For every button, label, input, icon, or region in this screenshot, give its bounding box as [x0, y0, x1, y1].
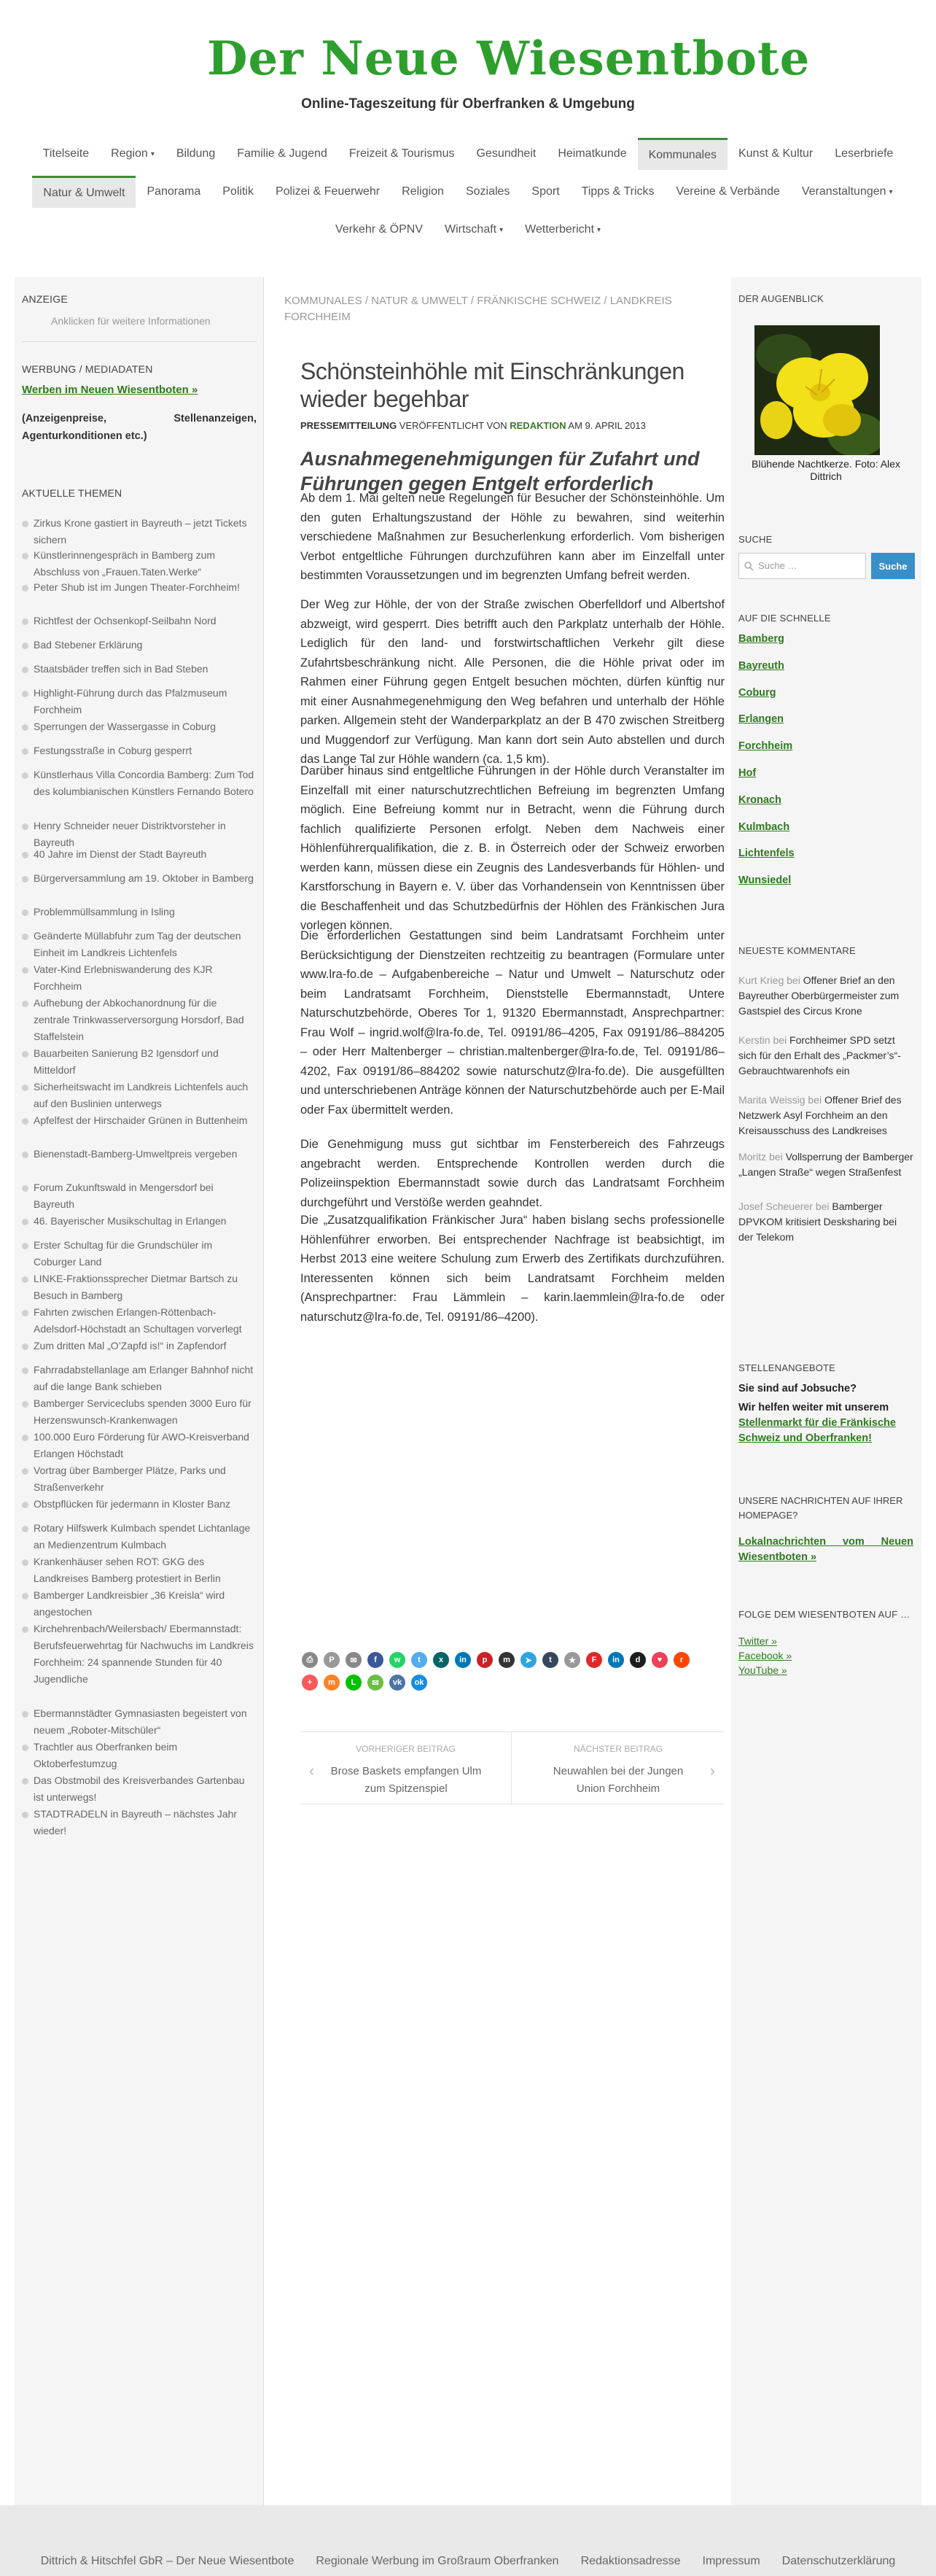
topic-link[interactable]: Obstpflücken für jedermann in Kloster Banz [22, 1496, 255, 1513]
byline-text: VERÖFFENTLICHT VON [397, 420, 510, 431]
topic-link[interactable]: Geänderte Müllabfuhr zum Tag der deutschen Einheit im Landkreis Lichtenfels [22, 928, 255, 961]
topic-link[interactable]: Apfelfest der Hirschaider Grünen in Buttenheim [22, 1112, 255, 1129]
chevron-down-icon: ▾ [597, 225, 601, 234]
article-paragraph: Darüber hinaus sind entgeltliche Führungen in der Höhle durch Veranstalter im Einzelfall mit einer naturschutzrechtlichen Befreiung im begrenzten Umfang möglich. Eine Befreiung kommt nur in Betracht, wenn die Führung durch fachlich qualifizierte Personen erfolgt. Neben dem Nachweis einer Höhlenführerqualifikation, die z. B. in Österreich oder der Schweiz erworben werden kann, müssen diese ein Zeugnis des Landesverbands für Höhlen- und Karstforschung in Bayern e. V. über das Vorhandensein von Kenntnissen über die Beschaffenheit und das Schutzbedürfnis der Höhlen des Fränkischen Jura vorlegen können. [300, 764, 725, 932]
topic-link[interactable]: Staatsbäder treffen sich in Bad Steben [22, 661, 255, 678]
topic-link[interactable]: Festungsstraße in Coburg gesperrt [22, 742, 255, 759]
topic-link[interactable]: Bad Stebener Erklärung [22, 637, 255, 653]
comments-title: NEUESTE KOMMENTARE [738, 945, 856, 956]
nav-item-soziales[interactable] [455, 176, 520, 208]
nav-item-label: Natur & Umwelt [43, 186, 125, 199]
comment-post-link[interactable]: Vollsperrung der Bamberger „Langen Straße“ wegen Straßenfest [738, 1151, 913, 1178]
article-paragraph: Die Genehmigung muss gut sichtbar im Fensterbereich des Fahrzeugs angebracht werden. Entsprechende Kontrollen werden durch die Polizeiinspektion Ebermannstadt sowie durch das Landratsamt Forchheim durchgeführt und Verstöße werden geahndet. [300, 1138, 725, 1209]
region-link-lichtenfels[interactable]: Lichtenfels [738, 847, 795, 860]
nav-item-label: Region [111, 147, 148, 160]
topic-link[interactable]: Fahrten zwischen Erlangen-Röttenbach-Adelsdorf-Höchstadt an Schultagen vorverlegt [22, 1304, 255, 1338]
comment-author[interactable]: Kurt Krieg [738, 974, 784, 986]
article-title: Schönsteinhöhle mit Einschränkungen wieder begehbar [300, 358, 685, 412]
line-icon[interactable]: L [346, 1675, 362, 1691]
nav-item-bildung[interactable] [165, 138, 226, 170]
nav-item-leserbriefe[interactable] [824, 138, 904, 170]
mix-icon[interactable]: m [324, 1675, 340, 1691]
augenblick-title: DER AUGENBLICK [738, 293, 824, 304]
nav-item-region[interactable] [100, 138, 165, 170]
topic-link[interactable]: Forum Zukunftswald in Mengersdorf bei Bayreuth [22, 1179, 255, 1213]
photo-caption: Blühende Nachtkerze. Foto: Alex Dittrich [752, 458, 900, 482]
vk-icon[interactable]: vk [389, 1675, 405, 1691]
follow-link-twitter[interactable]: Twitter » [738, 1635, 777, 1647]
topic-link[interactable]: LINKE-Fraktionssprecher Dietmar Bartsch zu Besuch in Bamberg [22, 1270, 255, 1304]
whatsapp-icon[interactable]: w [389, 1652, 405, 1668]
nav-item-label: Familie & Jugend [237, 147, 327, 160]
jobs-title: STELLENANGEBOTE [738, 1362, 836, 1373]
add-icon[interactable]: + [302, 1675, 318, 1691]
article-paragraph: Der Weg zur Höhle, der von der Straße zwischen Oberfelldorf und Albertshof abzweigt, wird gesperrt. Dies betrifft auch den Parkplatz unterhalb der Höhle. Lediglich für den land- und forstwirtschaftlichen Verkehr gilt diese Zufahrtsbeschränkung nicht. Alle Personen, die die Höhle privat oder im Rahmen einer Führung gegen Entgelt besuchen möchten, dürfen künftig nur mit einer Ausnahmegenehmigung den Weg befahren und unterhalb der Höhle parken. Allgemein steht der Wanderparkplatz an der B 470 zwischen Streitberg und Muggendorf zur Verfügung. Man kann dort sein Auto abstellen und durch das Lange Tal zur Höhle wandern (ca. 1,5 km). [300, 598, 725, 766]
print-icon[interactable]: ⎙ [302, 1652, 318, 1668]
nav-item-verkehr-öpnv[interactable] [324, 214, 434, 246]
previous-post-title: Brose Baskets empfangen Ulm zum Spitzenspiel [330, 1765, 482, 1795]
search-button[interactable]: Suche [871, 553, 915, 579]
footer-nav [0, 2555, 936, 2568]
right-sidebar [731, 277, 921, 2505]
next-post-title: Neuwahlen bei der Jungen Union Forchheim [553, 1765, 684, 1795]
topic-link[interactable]: Erster Schultag für die Grundschüler im Coburger Land [22, 1237, 255, 1270]
topic-link[interactable]: Sperrungen der Wassergasse in Coburg [22, 718, 255, 735]
pinterest-icon[interactable]: p [477, 1652, 493, 1668]
nav-item-gesundheit[interactable] [465, 138, 547, 170]
comment-post-link[interactable]: Forchheimer SPD setzt sich für den Erhalt des „Packmer’s“-Gebrauchtwarenhofs ein [738, 1034, 901, 1076]
byline-author[interactable]: REDAKTION [510, 420, 566, 431]
nav-item-panorama[interactable] [136, 176, 211, 208]
topic-link[interactable]: Kirchehrenbach/Weilersbach/ Ebermannstadt: Berufsfeuerwehrtag für Nachwuchs im Landkreis Forchheim: 24 spannende Stunden für 40 Jugendliche [22, 1621, 255, 1688]
left-sidebar [15, 277, 264, 2505]
reddit-icon[interactable]: r [674, 1652, 690, 1668]
chevron-left-icon: ‹ [309, 1761, 315, 1780]
nav-item-familie-jugend[interactable] [226, 138, 338, 170]
topic-link[interactable]: Ebermannstädter Gymnasiasten begeistert von neuem „Roboter-Mitschüler“ [22, 1705, 255, 1739]
nav-item-wetterbericht[interactable] [514, 214, 612, 246]
topic-link[interactable]: STADTRADELN in Bayreuth – nächstes Jahr wieder! [22, 1806, 255, 1839]
topic-link[interactable]: Fahrradabstellanlage am Erlanger Bahnhof nicht auf die lange Bank schieben [22, 1362, 255, 1395]
comment-author[interactable]: Josef Scheuerer [738, 1200, 813, 1212]
topic-link[interactable]: Aufhebung der Abkochanordnung für die zentrale Trinkwasserversorgung Horsdorf, Bad Staffelstein [22, 995, 255, 1045]
topic-link[interactable]: Künstlerinnengespräch in Bamberg zum Abschluss von „Frauen.Taten.Werke“ [22, 547, 255, 581]
nav-item-tipps-tricks[interactable] [571, 176, 666, 208]
comment-author[interactable]: Kerstin [738, 1034, 771, 1046]
topic-link[interactable]: 46. Bayerischer Musikschultag in Erlangen [22, 1213, 255, 1230]
jobs-text [738, 1400, 913, 1446]
werben-link[interactable]: Werben im Neuen Wiesentboten » [22, 384, 198, 396]
xing-icon[interactable]: x [433, 1652, 449, 1668]
topic-link[interactable]: Rotary Hilfswerk Kulmbach spendet Lichtanlage an Medienzentrum Kulmbach [22, 1520, 255, 1553]
search-title: SUCHE [738, 534, 773, 545]
page-container [15, 277, 921, 2505]
topic-link[interactable]: Vortrag über Bamberger Plätze, Parks und Straßenverkehr [22, 1462, 255, 1496]
footer-link[interactable]: Redaktionsadresse [580, 2555, 681, 2567]
topic-link[interactable]: Richtfest der Ochsenkopf-Seilbahn Nord [22, 613, 255, 629]
nav-item-label: Heimatkunde [558, 147, 627, 160]
region-link-bamberg[interactable]: Bamberg [738, 633, 784, 645]
nav-item-vereine-verbände[interactable] [666, 176, 791, 208]
sms-icon[interactable]: ✉ [367, 1675, 383, 1691]
topic-link[interactable]: Künstlerhaus Villa Concordia Bamberg: Zum Tod des kolumbianischen Künstlers Fernando Botero [22, 767, 255, 800]
chevron-down-icon: ▾ [150, 150, 155, 158]
next-post-label: NÄCHSTER BEITRAG [573, 1744, 663, 1754]
facebook-icon[interactable]: f [367, 1652, 383, 1668]
next-post-link[interactable] [512, 1732, 724, 1805]
topic-link[interactable]: Problemmüllsammlung in Isling [22, 904, 255, 920]
topic-link[interactable]: Zum dritten Mal „O’Zapfd is!“ in Zapfendorf [22, 1338, 255, 1354]
werbung-widget-title: WERBUNG / MEDIADATEN [22, 363, 153, 375]
topic-link[interactable]: Bienenstadt-Bamberg-Umweltpreis vergeben [22, 1146, 255, 1163]
topics-widget-title: AKTUELLE THEMEN [22, 487, 122, 499]
site-footer [0, 2505, 936, 2576]
search-input[interactable]: Suche … [738, 553, 866, 579]
comment-item [738, 1149, 913, 1180]
homepage-link[interactable]: Lokalnachrichten vom Neuen Wiesentboten » [738, 1536, 913, 1563]
nav-item-label: Freizeit & Tourismus [348, 147, 455, 160]
byline-date: AM 9. APRIL 2013 [566, 420, 646, 431]
tumblr-icon[interactable]: t [542, 1652, 558, 1668]
topic-link[interactable]: 100.000 Euro Förderung für AWO-Kreisverband Erlangen Höchstadt [22, 1429, 255, 1462]
comment-item [738, 1199, 913, 1245]
byline-category[interactable]: PRESSEMITTEILUNG [300, 420, 397, 431]
footer-link[interactable]: Datenschutzerklärung [781, 2555, 896, 2567]
follow-link-facebook[interactable]: Facebook » [738, 1650, 792, 1661]
follow-link-youtube[interactable]: YouTube » [738, 1664, 787, 1676]
nav-item-wirtschaft[interactable] [434, 214, 514, 246]
nav-item-label: Leserbriefe [835, 147, 894, 160]
jobs-question: Sie sind auf Jobsuche? [738, 1383, 857, 1394]
comment-on: bei [784, 974, 803, 986]
topic-link[interactable]: Henry Schneider neuer Distriktvorsteher in Bayreuth [22, 818, 255, 851]
footer-link[interactable]: Dittrich & Hitschfel GbR – Der Neue Wiesentbote [40, 2555, 295, 2567]
comment-post-link[interactable]: Offener Brief an den Bayreuther Oberbürgermeister zum Gastspiel des Circus Krone [738, 974, 900, 1017]
bookmark-icon[interactable]: ★ [564, 1652, 580, 1668]
nav-item-label: Polizei & Feuerwehr [275, 185, 381, 198]
nav-item-religion[interactable] [391, 176, 455, 208]
chevron-down-icon: ▾ [889, 187, 893, 196]
nav-item-label: Religion [402, 185, 444, 198]
printfriendly-icon[interactable]: P [324, 1652, 340, 1668]
linkedin-icon[interactable]: in [455, 1652, 471, 1668]
article-paragraph: Die „Zusatzqualifikation Fränkischer Jura“ haben bislang sechs professionelle Höhlenführer erworben. Bei entsprechender Nachfrage ist beabsichtigt, im Herbst 2013 eine weitere Schulung zum Erwerb des Zertifikats durchzuführen. Interessenten können sich beim Landratsamt Forchheim melden (Ansprechpartner: Frau Lämmlein – karin.laemmlein@lra-fo.de oder naturschutz@lra-fo.de, Tel. 09191/86–4200). [300, 1214, 725, 1324]
topic-link[interactable]: Highlight-Führung durch das Pfalzmuseum Forchheim [22, 685, 255, 718]
previous-post-label: VORHERIGER BEITRAG [356, 1744, 456, 1754]
topic-link[interactable]: Vater-Kind Erlebniswanderung des KJR Forchheim [22, 961, 255, 995]
site-header [0, 0, 936, 277]
topic-link[interactable]: Bauarbeiten Sanierung B2 Igensdorf und Mitteldorf [22, 1045, 255, 1079]
region-link-coburg[interactable]: Coburg [738, 686, 776, 699]
follow-title: FOLGE DEM WIESENTBOTEN AUF … [738, 1609, 910, 1620]
nav-item-label: Politik [222, 185, 254, 198]
topic-link[interactable]: Trachtler aus Oberfranken beim Oktoberfestumzug [22, 1739, 255, 1772]
flipboard-icon[interactable]: F [586, 1652, 602, 1668]
topic-link[interactable]: Peter Shub ist im Jungen Theater-Forchheim! [22, 579, 255, 596]
breadcrumb[interactable]: KOMMUNALES / NATUR & UMWELT / FRÄNKISCHE SCHWEIZ / LANDKREIS FORCHHEIM [284, 295, 672, 323]
comment-on: bei [812, 1200, 832, 1212]
ok-icon[interactable]: ok [411, 1675, 427, 1691]
nav-item-label: Verkehr & ÖPNV [335, 223, 423, 236]
topic-link[interactable]: 40 Jahre im Dienst der Stadt Bayreuth [22, 846, 255, 863]
nav-item-natur-umwelt[interactable] [32, 176, 136, 208]
homepage-title: UNSERE NACHRICHTEN AUF IHRER HOMEPAGE? [738, 1495, 903, 1521]
getpocket-icon[interactable]: ♥ [652, 1652, 668, 1668]
nav-item-label: Wetterbericht [525, 223, 595, 236]
comment-author[interactable]: Moritz [738, 1151, 767, 1163]
comment-author[interactable]: Marita Weissig [738, 1094, 806, 1106]
linkedin2-icon[interactable]: in [608, 1652, 624, 1668]
site-title: Der Neue Wiesentbote [207, 31, 811, 86]
search-icon [744, 562, 754, 571]
comment-post-link[interactable]: Bamberger DPVKOM kritisiert Desksharing bei der Telekom [738, 1200, 897, 1243]
ad-link[interactable]: Anklicken für weitere Informationen [51, 315, 211, 327]
nav-item-label: Wirtschaft [445, 223, 497, 236]
nav-item-label: Veranstaltungen [801, 185, 886, 198]
nav-item-label: Soziales [465, 185, 510, 198]
nav-item-label: Gesundheit [476, 147, 537, 160]
twitter-icon[interactable]: t [411, 1652, 427, 1668]
jobs-text-lead: Wir helfen weiter mit unserem [738, 1402, 889, 1413]
nav-item-kommunales[interactable] [638, 138, 728, 170]
share-buttons [302, 1652, 710, 1691]
region-link-hof[interactable]: Hof [738, 767, 757, 779]
telegram-icon[interactable]: ➤ [520, 1652, 537, 1668]
article-paragraph: Ab dem 1. Mai gelten neue Regelungen für Besucher der Schönsteinhöhle. Um den guten Erhaltungszustand der Höhle zu bewahren, sind weiterhin verschiedene Maßnahmen zur Besucherlenkung erforderlich. Vom bisherigen Verbot entgeltliche Führungen durchzuführen kann aber im Einzelfall unter bestimmten Voraussetzungen und im begrenzten Umfang befreit werden. [300, 492, 725, 582]
nav-item-polizei-feuerwehr[interactable] [265, 176, 391, 208]
main-nav-row-1 [0, 137, 936, 171]
comment-post-link[interactable]: Offener Brief des Netzwerk Asyl Forchheim an den Kreisausschuss des Landkreises [738, 1094, 902, 1136]
nav-item-titelseite[interactable] [32, 138, 100, 170]
jobs-link[interactable]: Stellenmarkt für die Fränkische Schweiz und Oberfranken! [738, 1417, 896, 1444]
topic-link[interactable]: Das Obstmobil des Kreisverbandes Gartenbau ist unterwegs! [22, 1772, 255, 1806]
comment-item [738, 1033, 913, 1079]
main-content [264, 277, 741, 2505]
nav-item-label: Vereine & Verbände [676, 185, 780, 198]
nav-item-label: Panorama [147, 185, 201, 198]
nav-item-label: Tipps & Tricks [581, 185, 655, 198]
post-navigation [300, 1731, 725, 1804]
topic-link[interactable]: Bamberger Landkreisbier „36 Kreisla“ wird angestochen [22, 1587, 255, 1621]
article-byline [300, 420, 723, 431]
comment-item [738, 973, 913, 1019]
region-link-bayreuth[interactable]: Bayreuth [738, 659, 784, 672]
comment-on: bei [805, 1094, 825, 1106]
pocket-icon[interactable]: m [499, 1652, 515, 1668]
region-link-wunsiedel[interactable]: Wunsiedel [738, 874, 792, 887]
comment-item [738, 1093, 913, 1138]
nav-item-label: Bildung [176, 147, 216, 160]
topic-link[interactable]: Bürgerversammlung am 19. Oktober in Bamberg [22, 870, 255, 887]
main-nav-row-3 [0, 213, 936, 247]
region-link-kulmbach[interactable]: Kulmbach [738, 820, 790, 833]
article-subtitle: Ausnahmegenehmigungen für Zufahrt und Führungen gegen Entgelt erforderlich [300, 448, 700, 494]
article-paragraph: Die erforderlichen Gestattungen sind beim Landratsamt Forchheim unter Berücksichtigung der Dienstzeiten rechtzeitig zu beantragen (Formulare unter www.lra-fo.de – Aufgabenbereiche – Natur und Umwelt – Naturschutz oder beim Landratsamt Forchheim, Dienststelle Ebermannstadt, Untere Naturschutzbehörde, Oberes Tor 1, 91320 Ebermannstadt, Ansprechpartner: Frau Wolf – ingrid.wolf@lra-fo.de, Tel. 09191/86–4205, Fax 09191/86–884205 – oder Herr Maltenberger – christian.maltenberger@lra-fo.de, Tel. 09191/86–4202, Fax 09191/86–884202 sowie naturschutz@lra-fo.de). Die ausgefüllten und unterschriebenen Anträge können der Naturschutzbehörde auch per E-Mail oder Fax übermittelt werden. [300, 929, 725, 1117]
region-link-kronach[interactable]: Kronach [738, 794, 781, 806]
nav-item-politik[interactable] [211, 176, 265, 208]
nav-item-kunst-kultur[interactable] [728, 138, 824, 170]
nav-item-veranstaltungen[interactable] [791, 176, 904, 208]
nav-item-label: Kommunales [648, 148, 717, 161]
previous-post-link[interactable] [300, 1732, 512, 1805]
schnelle-title: AUF DIE SCHNELLE [738, 613, 831, 624]
footer-link[interactable]: Impressum [702, 2555, 760, 2567]
digg-icon[interactable]: d [630, 1652, 646, 1668]
region-link-forchheim[interactable]: Forchheim [738, 740, 793, 753]
ad-widget-title: ANZEIGE [22, 293, 68, 305]
nav-item-sport[interactable] [520, 176, 570, 208]
chevron-down-icon: ▾ [499, 225, 504, 234]
comment-on: bei [770, 1034, 790, 1046]
flower-photo[interactable] [754, 325, 880, 455]
footer-link[interactable]: Regionale Werbung im Großraum Oberfranken [316, 2555, 559, 2567]
site-logo[interactable] [197, 22, 811, 95]
topic-link[interactable]: Bamberger Serviceclubs spenden 3000 Euro für Herzenswunsch-Krankenwagen [22, 1395, 255, 1429]
nav-item-label: Titelseite [42, 147, 90, 160]
main-nav-row-2 [0, 175, 936, 209]
topic-link[interactable]: Krankenhäuser sehen ROT: GKG des Landkreises Bamberg protestiert in Berlin [22, 1553, 255, 1587]
nav-item-freizeit-tourismus[interactable] [338, 138, 466, 170]
nav-item-heimatkunde[interactable] [547, 138, 637, 170]
region-link-erlangen[interactable]: Erlangen [738, 713, 784, 726]
nav-item-label: Kunst & Kultur [738, 147, 814, 160]
nav-item-label: Sport [531, 185, 560, 198]
chevron-right-icon: › [709, 1761, 715, 1780]
site-tagline: Online-Tageszeitung für Oberfranken & Umgebung [301, 96, 635, 112]
email-icon[interactable]: ✉ [346, 1652, 362, 1668]
werbung-text: (Anzeigenpreise, Stellenanzeigen, Agenturkonditionen etc.) [22, 413, 257, 442]
comment-on: bei [766, 1151, 786, 1163]
topic-link[interactable]: Zirkus Krone gastiert in Bayreuth – jetzt Tickets sichern [22, 515, 255, 548]
topic-link[interactable]: Sicherheitswacht im Landkreis Lichtenfels auch auf den Buslinien unterwegs [22, 1079, 255, 1112]
